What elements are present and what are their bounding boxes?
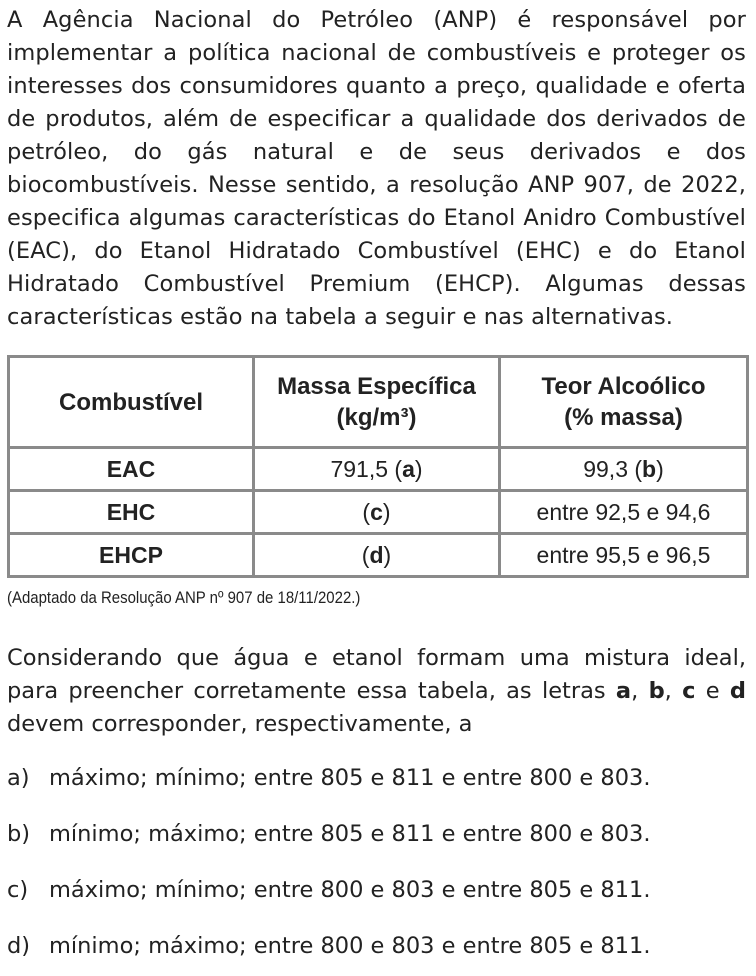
density-suffix: ) <box>414 455 423 482</box>
table-header-row <box>9 357 748 448</box>
fuel-cell: EHC <box>9 491 254 534</box>
question-sep2: , <box>664 678 683 704</box>
density-cell <box>254 491 500 534</box>
question-sep1: , <box>631 678 649 704</box>
question-part2: devem corresponder, respectivamente, a <box>7 711 473 737</box>
table-row <box>9 534 748 577</box>
option-letter: c) <box>7 877 29 903</box>
question-stem <box>7 642 746 741</box>
option-letter: d) <box>7 933 31 959</box>
alcohol-letter: b <box>642 455 657 482</box>
question-sep3: e <box>695 678 730 704</box>
table-row <box>9 491 748 534</box>
header-alcohol-line1: Teor Alcoólico <box>541 373 706 400</box>
table-source-note: (Adaptado da Resolução ANP nº 907 de 18/11/2022.) <box>7 588 361 607</box>
option-b[interactable] <box>7 818 651 851</box>
density-cell <box>254 448 500 491</box>
header-density-line1: Massa Específica <box>277 373 476 400</box>
alcohol-prefix: 99,3 ( <box>583 455 643 482</box>
option-a[interactable] <box>7 762 651 795</box>
header-density-line2: (kg/m³) <box>336 404 417 431</box>
fuel-cell: EAC <box>9 448 254 491</box>
alcohol-cell <box>500 534 748 577</box>
alcohol-suffix: ) <box>656 455 664 482</box>
alcohol-cell <box>500 491 748 534</box>
header-alcohol <box>500 357 748 448</box>
alcohol-prefix: entre 95,5 e 96,5 <box>536 541 711 568</box>
question-letter-a: a <box>615 678 632 704</box>
density-suffix: ) <box>382 498 391 525</box>
density-letter: a <box>402 455 415 482</box>
ethanol-spec-table <box>7 355 749 578</box>
density-prefix: ( <box>361 541 370 568</box>
question-letter-c: c <box>682 678 696 704</box>
density-letter: c <box>370 498 383 525</box>
option-c[interactable] <box>7 874 651 907</box>
header-density <box>254 357 500 448</box>
option-text: mínimo; máximo; entre 805 e 811 e entre 800 e 803. <box>49 821 651 847</box>
density-prefix: ( <box>362 498 371 525</box>
question-part1: Considerando que água e etanol formam uma mistura ideal, para preencher corretamente essa tabela, as letras <box>7 645 746 704</box>
option-d[interactable] <box>7 930 651 963</box>
option-text: máximo; mínimo; entre 800 e 803 e entre 805 e 811. <box>49 877 651 903</box>
header-fuel: Combustível <box>9 357 254 448</box>
option-letter: a) <box>7 765 30 791</box>
fuel-cell: EHCP <box>9 534 254 577</box>
question-letter-d: d <box>729 678 746 704</box>
table-row <box>9 448 748 491</box>
density-suffix: ) <box>383 541 392 568</box>
option-text: máximo; mínimo; entre 805 e 811 e entre 800 e 803. <box>49 765 651 791</box>
alcohol-prefix: entre 92,5 e 94,6 <box>536 498 711 525</box>
header-alcohol-line2: (% massa) <box>564 404 683 431</box>
density-cell <box>254 534 500 577</box>
intro-paragraph: A Agência Nacional do Petróleo (ANP) é responsável por implementar a política nacional de combustíveis e proteger os interesses dos consumidores quanto a preço, qualidade e oferta de produtos, além de especificar a qualidade dos derivados de petróleo, do gás natural e de seus derivados e dos biocombustíveis. Nesse sentido, a resolução ANP 907, de 2022, especifica algumas características do Etanol Anidro Combustível (EAC), do Etanol Hidratado Combustível (EHC) e do Etanol Hidratado Combustível Premium (EHCP). Algumas dessas características estão na tabela a seguir e nas alternativas. <box>7 7 746 330</box>
question-letter-b: b <box>648 678 665 704</box>
option-letter: b) <box>7 821 31 847</box>
density-prefix: 791,5 ( <box>330 455 403 482</box>
alcohol-cell <box>500 448 748 491</box>
density-letter: d <box>369 541 384 568</box>
option-text: mínimo; máximo; entre 800 e 803 e entre 805 e 811. <box>49 933 651 959</box>
